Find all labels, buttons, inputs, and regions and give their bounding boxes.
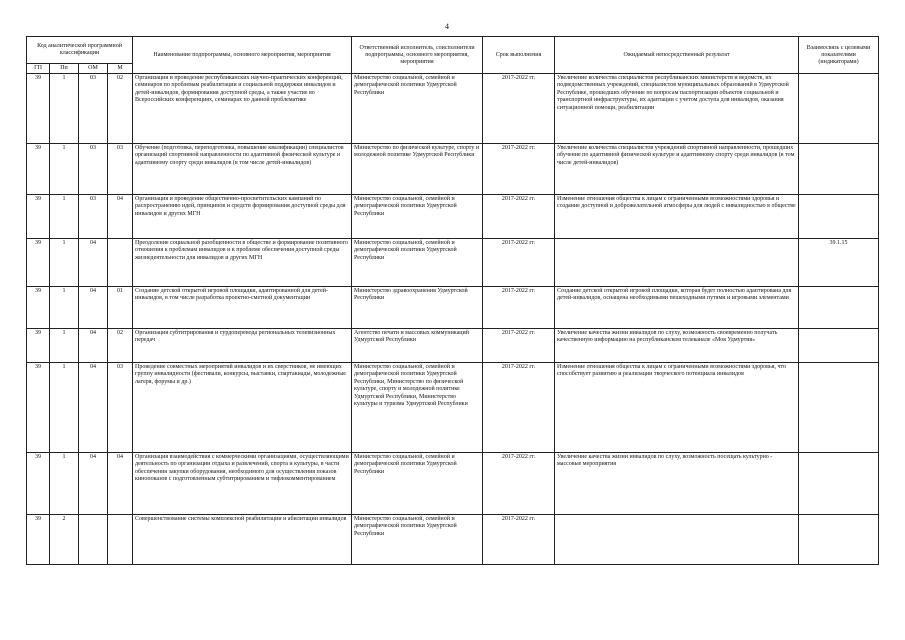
cell-gp: 39: [27, 287, 50, 329]
table-row: [27, 287, 879, 329]
cell-executor: Министерство здравоохранения Удмуртской Республики: [352, 287, 483, 329]
cell-om: 03: [79, 144, 108, 195]
cell-name: Организация субтитрирования и сурдоперевода региональных телевизионных передач: [133, 329, 352, 363]
header-code-group: Код аналитической программной классификации: [27, 37, 133, 64]
table-row: [27, 74, 879, 144]
cell-name: Обучение (подготовка, переподготовка, повышение квалификации) специалистов организаций спортивной направленности по адаптивной физической культуре и адаптивному спорту среди инвалидов (в том числе детей-инвалидов): [133, 144, 352, 195]
cell-term: 2017-2022 гг.: [483, 287, 555, 329]
header-relation: Взаимосвязь с целевыми показателями (индикаторами): [799, 37, 879, 74]
cell-gp: 39: [27, 453, 50, 515]
cell-term: 2017-2022 гг.: [483, 144, 555, 195]
cell-name: Проведение совместных мероприятий инвалидов и их сверстников, не имеющих группу инвалидности (фестивали, конкурсы, выставки, спартакиады, молодежные лагеря, форумы и др.): [133, 363, 352, 453]
cell-pp: 1: [50, 195, 79, 239]
cell-executor: Министерство по физической культуре, спорту и молодежной политике Удмуртской Республики: [352, 144, 483, 195]
cell-pp: 1: [50, 287, 79, 329]
cell-name: Организация взаимодействия с коммерческими организациями, осуществляющими деятельность по организации отдыха и развлечений, спорта и культуры, в части обеспечения закупки оборудования, необходимого для осуществления показов кинопоказов с подготовленным субтитрированием и тифлокомментированием: [133, 453, 352, 515]
cell-executor: Министерство социальной, семейной и демографической политики Удмуртской Республики: [352, 195, 483, 239]
cell-pp: 1: [50, 74, 79, 144]
cell-m: 04: [108, 195, 133, 239]
cell-result: Увеличение количества специалистов учреждений спортивной направленности, прошедших обучение по адаптивной физической культуре и адаптивному спорту среди инвалидов (в том числе детей-инвалидов): [555, 144, 799, 195]
cell-m: 04: [108, 453, 133, 515]
cell-executor: Министерство социальной, семейной и демографической политики Удмуртской Республики: [352, 515, 483, 565]
cell-m: 03: [108, 144, 133, 195]
cell-executor: Министерство социальной, семейной и демографической политики Удмуртской Республики: [352, 239, 483, 287]
cell-relation: [799, 515, 879, 565]
table-row: [27, 515, 879, 565]
cell-pp: 1: [50, 453, 79, 515]
cell-result: Создание детской открытой игровой площадки, которая будет полностью адаптирована для детей-инвалидов, оснащена необходимыми пешеходными путями и игровыми элементами: [555, 287, 799, 329]
cell-name: Преодоление социальной разобщенности в обществе и формирование позитивного отношения к проблемам инвалидов и к проблеме обеспечения доступной среды жизнедеятельности для инвалидов и других МГН: [133, 239, 352, 287]
table-row: [27, 239, 879, 287]
header-gp: ГП: [27, 64, 50, 74]
cell-m: 02: [108, 74, 133, 144]
cell-executor: Министерство социальной, семейной и демографической политики Удмуртской Республики, Министерство по физической культуре, спорту и молодежной политике Удмуртской Республики, Министерство культуры и туризма Удмуртской Республики: [352, 363, 483, 453]
header-pp: Пп: [50, 64, 79, 74]
cell-om: 04: [79, 239, 108, 287]
cell-om: [79, 515, 108, 565]
header-om: ОМ: [79, 64, 108, 74]
cell-m: 02: [108, 329, 133, 363]
cell-gp: 39: [27, 195, 50, 239]
cell-m: 03: [108, 363, 133, 453]
cell-term: 2017-2022 гг.: [483, 329, 555, 363]
cell-m: [108, 515, 133, 565]
cell-name: Организация и проведение общественно-просветительских кампаний по распространению идей, принципов и средств формирования доступной среды для инвалидов и других МГН: [133, 195, 352, 239]
program-table: [26, 36, 879, 565]
header-result: Ожидаемый непосредственный результат: [555, 37, 799, 74]
cell-pp: 1: [50, 144, 79, 195]
table-row: [27, 195, 879, 239]
cell-gp: 39: [27, 239, 50, 287]
header-m: М: [108, 64, 133, 74]
cell-pp: 1: [50, 239, 79, 287]
cell-relation: [799, 287, 879, 329]
page-number: 4: [445, 22, 449, 31]
cell-executor: Министерство социальной, семейной и демографической политики Удмуртской Республики: [352, 453, 483, 515]
cell-result: [555, 515, 799, 565]
cell-relation: [799, 453, 879, 515]
cell-result: [555, 239, 799, 287]
cell-gp: 39: [27, 363, 50, 453]
cell-term: 2017-2022 гг.: [483, 363, 555, 453]
cell-result: Изменение отношения общества к лицам с ограниченными возможностями здоровья, что способствует развитию и реализации творческого потенциала инвалидов: [555, 363, 799, 453]
cell-executor: Министерство социальной, семейной и демографической политики Удмуртской Республики: [352, 74, 483, 144]
cell-gp: 39: [27, 74, 50, 144]
cell-term: 2017-2022 гг.: [483, 515, 555, 565]
cell-gp: 39: [27, 329, 50, 363]
cell-om: 04: [79, 363, 108, 453]
cell-result: Увеличение количества специалистов республиканских министерств и ведомств, их подведомственных учреждений, специалистов муниципальных образований в Удмуртской Республике, прошедших обучение по вопросам паспортизации объектов социальной и транспортной инфраструктуры, их адаптации с учетом доступа для инвалидов, оказания ситуационной помощи, реабилитации: [555, 74, 799, 144]
header-name: Наименование подпрограммы, основного мероприятия, мероприятия: [133, 37, 352, 74]
cell-relation: [799, 195, 879, 239]
cell-pp: 1: [50, 329, 79, 363]
cell-executor: Агентство печати и массовых коммуникаций Удмуртской Республики: [352, 329, 483, 363]
cell-m: 01: [108, 287, 133, 329]
table-row: [27, 453, 879, 515]
table-row: [27, 144, 879, 195]
cell-m: [108, 239, 133, 287]
cell-result: Увеличение качества жизни инвалидов по слуху, возможность своевременно получать качественную информацию на республиканском телеканале «Моя Удмуртия»: [555, 329, 799, 363]
cell-om: 03: [79, 195, 108, 239]
cell-name: Создание детской открытой игровой площадки, адаптированной для детей-инвалидов, в том числе разработка проектно-сметной документации: [133, 287, 352, 329]
table-row: [27, 363, 879, 453]
cell-om: 04: [79, 287, 108, 329]
cell-name: Совершенствование системы комплексной реабилитации и абилитации инвалидов: [133, 515, 352, 565]
header-executor: Ответственный исполнитель, соисполнители подпрограммы, основного мероприятия, мероприятия: [352, 37, 483, 74]
cell-om: 04: [79, 453, 108, 515]
cell-gp: 39: [27, 144, 50, 195]
cell-term: 2017-2022 гг.: [483, 239, 555, 287]
header-term: Срок выполнения: [483, 37, 555, 74]
cell-om: 03: [79, 74, 108, 144]
cell-relation: 39.1.15: [799, 239, 879, 287]
cell-term: 2017-2022 гг.: [483, 195, 555, 239]
cell-name: Организация и проведение республиканских научно-практических конференций, семинаров по проблемам реабилитации и социальной поддержки инвалидов и детей-инвалидов, формирования доступной среды, а также участие во Всероссийских конференциях, семинарах по данной проблематике: [133, 74, 352, 144]
cell-result: Изменение отношения общества к лицам с ограниченными возможностями здоровья и создание доступной и доброжелательной атмосферы для людей с инвалидностью в обществе: [555, 195, 799, 239]
cell-relation: [799, 363, 879, 453]
cell-term: 2017-2022 гг.: [483, 74, 555, 144]
cell-result: Увеличение качества жизни инвалидов по слуху, возможность посещать культурно - массовые мероприятия: [555, 453, 799, 515]
cell-pp: 1: [50, 363, 79, 453]
cell-pp: 2: [50, 515, 79, 565]
cell-relation: [799, 144, 879, 195]
table-row: [27, 329, 879, 363]
cell-relation: [799, 329, 879, 363]
cell-gp: 39: [27, 515, 50, 565]
cell-term: 2017-2022 гг.: [483, 453, 555, 515]
cell-om: 04: [79, 329, 108, 363]
cell-relation: [799, 74, 879, 144]
